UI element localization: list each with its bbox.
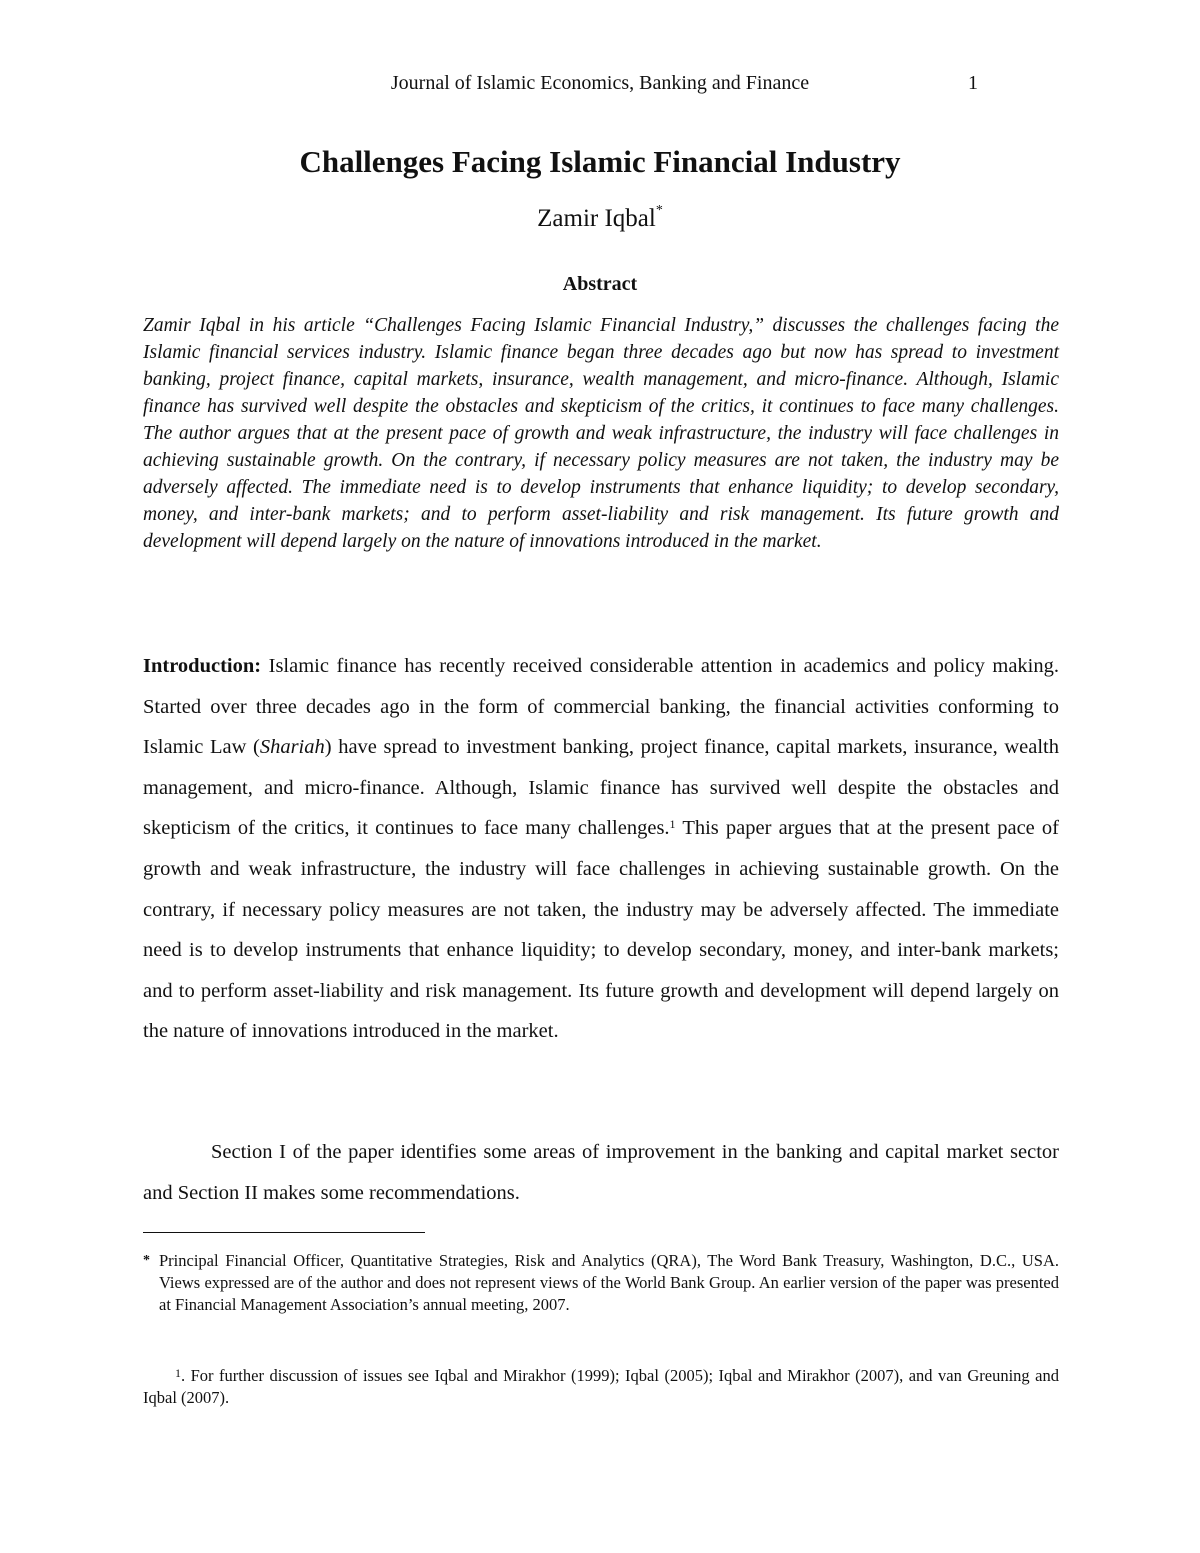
shariah-term: Shariah	[259, 736, 325, 759]
footnote-ref-1[interactable]: 1	[669, 817, 676, 832]
footnote-author-mark: *	[143, 1253, 150, 1268]
introduction-text-2: ) have spread to investment banking, project finance, capital markets, insurance, wealth management, and micro-finance. Although, Islamic finance has survived well despite the obstacles and skepticism of the critics, it continues to face many challenges.	[143, 736, 1059, 840]
introduction-text-3: This paper argues that at the present pace of growth and weak infrastructure, the industry will face challenges in achieving sustainable growth. On the contrary, if necessary policy measures are not taken, the industry may be adversely affected. The immediate need is to develop instruments that enhance liquidity; to develop secondary, money, and inter-bank markets; and to perform asset-liability and risk management. Its future growth and development will depend largely on the nature of innovations introduced in the market.	[143, 817, 1059, 1043]
running-head: Journal of Islamic Economics, Banking and Finance	[390, 72, 810, 94]
author-name: Zamir Iqbal	[537, 205, 656, 232]
abstract-heading: Abstract	[562, 273, 638, 295]
footnote-1	[143, 1365, 1059, 1409]
introduction-paragraph	[143, 646, 1059, 1052]
footnote-author	[143, 1250, 1059, 1317]
footnote-author-text: Principal Financial Officer, Quantitative Strategies, Risk and Analytics (QRA), The Word Bank Treasury, Washington, D.C., USA. Views expressed are of the author and does not represent views of the World Bank Group. An earlier version of the paper was presented at Financial Management Association’s annual meeting, 2007.	[159, 1251, 1059, 1315]
author-footnote-mark: *	[655, 203, 663, 218]
author-line	[0, 205, 1200, 233]
abstract-body: Zamir Iqbal in his article “Challenges Facing Islamic Financial Industry,” discusses the challenges facing the Islamic financial services industry. Islamic finance began three decades ago but now has spread to investment banking, project finance, capital markets, insurance, wealth management, and micro-finance. Although, Islamic finance has survived well despite the obstacles and skepticism of the critics, it continues to face many challenges. The author argues that at the present pace of growth and weak infrastructure, the industry will face challenges in achieving sustainable growth. On the contrary, if necessary policy measures are not taken, the industry may be adversely affected. The immediate need is to develop instruments that enhance liquidity; to develop secondary, money, and inter-bank markets; and to perform asset-liability and risk management. Its future growth and development will depend largely on the nature of innovations introduced in the market.	[143, 315, 1059, 552]
introduction-lead: Introduction:	[143, 655, 262, 677]
introduction-text-1: Islamic finance has recently received considerable attention in academics and policy making. Started over three decades ago in the form of commercial banking, the financial activities conforming to Islamic Law (	[143, 655, 1059, 759]
section-overview-paragraph: Section I of the paper identifies some areas of improvement in the banking and capital market sector and Section II makes some recommendations.	[143, 1141, 1059, 1204]
footnote-1-mark: 1	[175, 1366, 181, 1380]
page-number: 1	[968, 72, 978, 94]
footnote-separator	[143, 1232, 425, 1233]
paper-title: Challenges Facing Islamic Financial Industry	[299, 144, 901, 179]
footnote-1-text: . For further discussion of issues see Iqbal and Mirakhor (1999); Iqbal (2005); Iqbal and Mirakhor (2007), and van Greuning and Iqbal (2007).	[143, 1366, 1059, 1408]
